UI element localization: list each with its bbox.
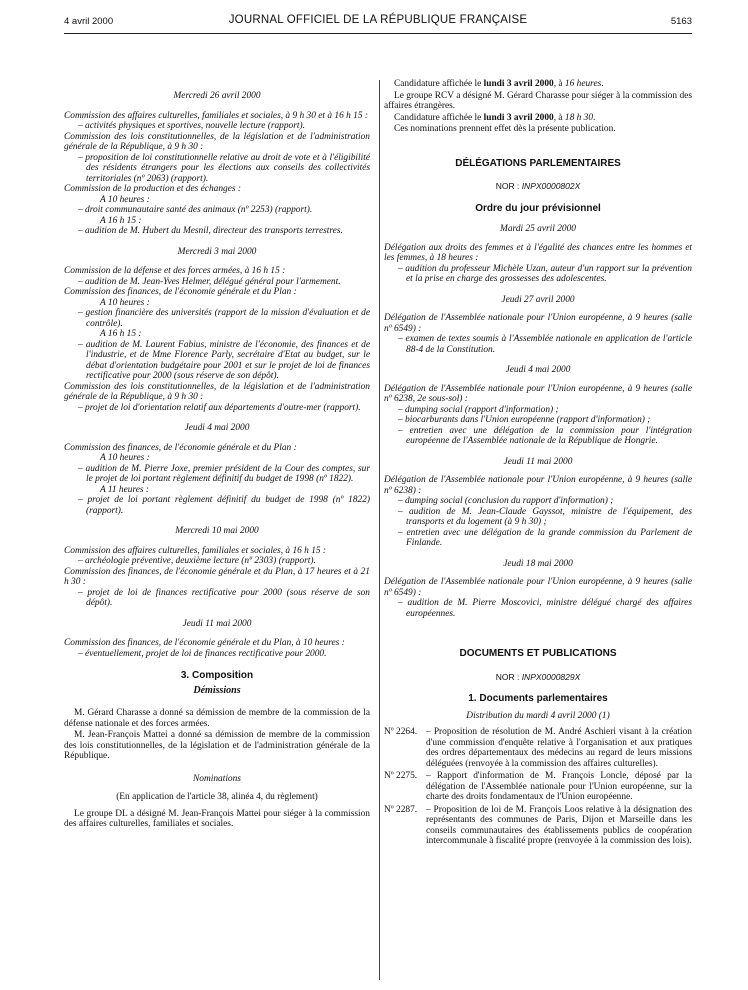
commission-entry: Commission de la défense et des forces armées, à 16 h 15 : [64,266,286,276]
journal-title: JOURNAL OFFICIEL DE LA RÉPUBLIQUE FRANÇAISE [228,14,528,26]
commission-entry: Commission des lois constitutionnelles, de la législation et de l'administration générale de la République, à 9 h 30 : [64,381,370,402]
paragraph: M. Gérard Charasse a donné sa démission de membre de la commission de la défense nationale et des forces armées. [64,708,370,729]
agenda-item: – éventuellement, projet de loi de finances rectificative pour 2000. [78,648,327,659]
paragraph: Le groupe RCV a désigné M. Gérard Charasse pour siéger à la commission des affaires étrangères. [384,90,692,111]
day-heading: Jeudi 4 mai 2000 [505,365,571,375]
document-number: Nº 2275. [384,771,418,781]
agenda-title: Ordre du jour prévisionnel [475,202,601,214]
day-heading: Jeudi 11 mai 2000 [182,618,252,629]
day-heading: Mercredi 10 mai 2000 [175,526,259,536]
document-entry [384,805,692,847]
day-heading: Jeudi 18 mai 2000 [503,558,573,569]
document-text: – Rapport d'information de M. François Loncle, déposé par la délégation de l'Assemblée nationale pour l'Union européenne, sur la charte des droits fondamentaux de l'Union européenne. [426,771,692,802]
commission-entry: Commission des finances, de l'économie générale et du Plan : [64,442,297,453]
agenda-item: – audition du professeur Michèle Uzan, auteur d'un rapport sur la prévention et la prise en charge des grossesses des adolescentes. [398,263,692,284]
agenda-item: – biocarburants dans l'Union européenne (rapport d'information) ; [398,415,651,425]
delegation-entry: Délégation de l'Assemblée nationale pour l'Union européenne, à 9 heures (salle nº 6238, 2e sous-sol) : [384,383,692,404]
left-column [64,91,370,831]
delegation-entry: Délégation aux droits des femmes et à l'égalité des chances entre les hommes et les femmes, à 18 heures : [384,242,692,263]
delegation-entry: Délégation de l'Assemblée nationale pour l'Union européenne, à 9 heures (salle nº 6238) : [384,475,692,496]
subsection-documents-parlementaires: 1. Documents parlementaires [468,693,608,704]
commission-entry: Commission de la production et des échanges : [64,184,241,194]
candidature-line: Candidature affichée le lundi 3 avril 2000, à 16 heures. [394,79,604,89]
subsection-demissions: Démissions [193,684,241,696]
commission-entry: Commission des finances, de l'économie générale et du Plan : [64,287,297,297]
right-column [384,79,692,849]
day-heading: Mercredi 3 mai 2000 [177,246,257,257]
page-header [64,14,692,30]
header-rule [64,33,692,34]
subsection-nominations: Nominations [193,773,241,784]
commission-entry: Commission des affaires culturelles, familiales et sociales, à 9 h 30 et à 16 h 15 : [64,110,368,121]
paragraph: M. Jean-François Mattei a donné sa démission de membre de la commission des lois constitutionnelles, de la législation et de l'administration générale de la République. [64,730,370,761]
commission-entry: Commission des lois constitutionnelles, de la législation et de l'administration générale de la République, à 9 h 30 : [64,131,370,152]
agenda-item: – audition de M. Laurent Fabius, ministre de l'économie, des finances et de l'industrie, et de Mme Florence Parly, secrétaire d'Etat au budget, sur le débat d'orientation budgétaire pour 2001 et sur le projet de loi de finances rectificative pour 2000 (sous réserve de son dépôt). [78,339,370,381]
agenda-item: – droit communautaire santé des animaux (nº 2253) (rapport). [78,205,313,215]
time-slot: A 10 heures : [100,194,150,205]
time-slot: A 10 heures : [100,453,150,463]
agenda-item: – dumping social (rapport d'information) ; [398,404,559,415]
delegation-entry: Délégation de l'Assemblée nationale pour l'Union européenne, à 9 heures (salle nº 6549) : [384,313,692,334]
agenda-item: – proposition de loi constitutionnelle relative au droit de vote et à l'éligibilité des résidents étrangers pour les élections aux conseils des collectivités territoriales (nº 2063) (rapport). [78,152,370,184]
agenda-item: – projet de loi de finances rectificative pour 2000 (sous réserve de son dépôt). [78,587,370,608]
commission-entry: Commission des finances, de l'économie générale et du Plan, à 17 heures et à 21 h 30 : [64,566,370,587]
column-divider [379,80,380,980]
agenda-item: – dumping social (conclusion du rapport d'information) ; [398,496,614,506]
agenda-item: – entretien avec une délégation de la grande commission du Parlement de Finlande. [398,527,692,548]
section-title-documents: DOCUMENTS ET PUBLICATIONS [459,648,617,659]
paragraph: Ces nominations prennent effet dès la présente publication. [394,124,616,134]
agenda-item: – projet de loi portant règlement définitif du budget de 1998 (nº 1822) (rapport). [78,495,370,516]
document-text: – Proposition de loi de M. François Loos relative à la désignation des représentants des communes de Paris, Dijon et Marseille dans les conseils communautaires des établissements publics de coopération intercommunale à fiscalité propre (renvoyée à la commission des lois). [426,804,692,846]
agenda-item: – entretien avec une délégation de la commission pour l'intégration européenne de l'Assemblée nationale de la République de Hongrie. [398,425,692,446]
agenda-item: – examen de textes soumis à l'Assemblée nationale en application de l'article 88-4 de la Constitution. [398,334,692,355]
day-heading: Mardi 25 avril 2000 [500,224,576,234]
header-date: 4 avril 2000 [64,16,114,27]
time-slot: A 10 heures : [100,297,150,308]
agenda-item: – audition de M. Jean-Yves Helmer, délégué général pour l'armement. [78,276,341,287]
distribution-date: Distribution du mardi 4 avril 2000 (1) [466,710,610,721]
agenda-item: – activités physiques et sportives, nouvelle lecture (rapport). [78,121,305,131]
candidature-line: Candidature affichée le lundi 3 avril 2000, à 18 h 30. [394,112,596,123]
agenda-item: – audition de M. Pierre Moscovici, ministre délégué chargé des affaires européennes. [398,598,692,619]
agenda-item: – archéologie préventive, deuxième lecture (nº 2303) (rapport). [78,556,316,566]
document-number: Nº 2264. [384,727,418,737]
section-title-delegations: DÉLÉGATIONS PARLEMENTAIRES [455,157,621,169]
document-entry [384,727,692,769]
day-heading: Mercredi 26 avril 2000 [173,91,261,101]
section-title-composition: 3. Composition [180,670,254,681]
document-entry [384,771,692,803]
agenda-item: – audition de M. Jean-Claude Gayssot, ministre de l'équipement, des transports et du logement (à 9 h 30) ; [398,506,692,527]
agenda-item: – audition de M. Pierre Joxe, premier président de la Cour des comptes, sur le projet de loi portant règlement définitif du budget de 1998 (nº 1822). [78,463,370,484]
day-heading: Jeudi 27 avril 2000 [501,294,575,305]
paragraph: Le groupe DL a désigné M. Jean-François Mattei pour siéger à la commission des affaires culturelles, familiales et sociales. [64,808,370,829]
commission-entry: Commission des finances, de l'économie générale et du Plan, à 10 heures : [64,638,345,648]
time-slot: A 16 h 15 : [100,215,142,226]
time-slot: A 11 heures : [100,484,150,495]
time-slot: A 16 h 15 : [100,329,142,339]
day-heading: Jeudi 11 mai 2000 [503,456,573,467]
agenda-item: – projet de loi d'orientation relatif aux départements d'outre-mer (rapport). [78,402,361,413]
day-heading: Jeudi 4 mai 2000 [184,423,250,433]
nor-reference: NOR : INPX0000802X [495,181,581,191]
regulation-note: (En application de l'article 38, alinéa 4, du règlement) [116,792,318,802]
agenda-item: – audition de M. Hubert du Mesnil, directeur des transports terrestres. [78,226,343,236]
document-number: Nº 2287. [384,804,418,815]
nor-reference: NOR : INPX0000829X [495,671,581,682]
delegation-entry: Délégation de l'Assemblée nationale pour l'Union européenne, à 9 heures (salle nº 6549) : [384,577,692,598]
page-number: 5163 [670,16,692,27]
agenda-item: – gestion financière des universités (rapport de la mission d'évaluation et de contrôle). [78,308,370,329]
commission-entry: Commission des affaires culturelles, familiales et sociales, à 16 h 15 : [64,545,327,556]
document-text: – Proposition de résolution de M. André Aschieri visant à la création d'une commission d'enquête relative à l'organisation et aux pratiques des ordres départementaux des médecins au regard de leurs missions déléguées (renvoyée à la commission des affaires culturelles). [426,727,692,769]
